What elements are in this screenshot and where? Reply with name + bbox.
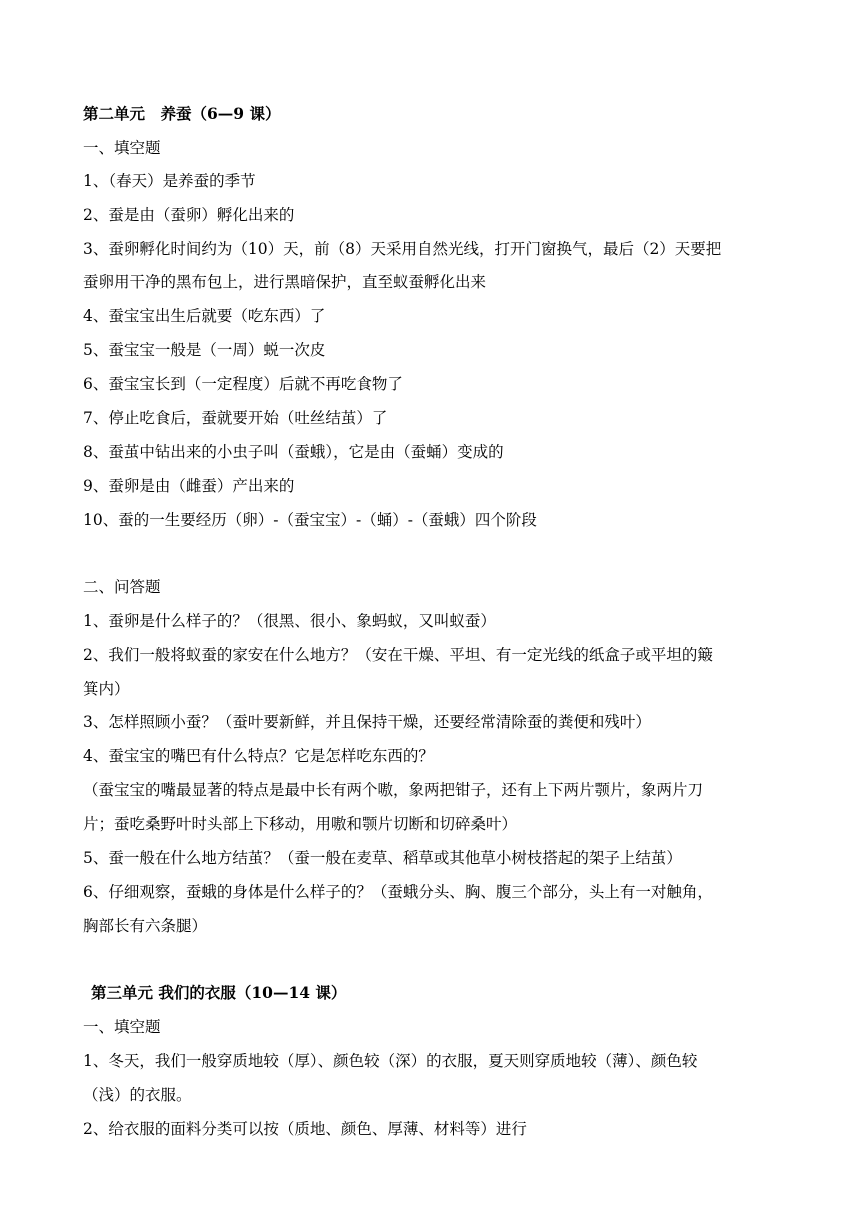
section-heading: 第二单元 养蚕（6—9 课）	[83, 104, 281, 123]
text-line: （浅）的衣服。	[83, 1086, 192, 1104]
text-line: 8、蚕茧中钻出来的小虫子叫（蚕蛾），它是由（蚕蛹）变成的	[83, 443, 504, 461]
text-line: 胸部长有六条腿）	[83, 917, 208, 935]
text-line: 6、蚕宝宝长到（一定程度）后就不再吃食物了	[83, 375, 403, 393]
text-line: 1、蚕卵是什么样子的？（很黑、很小、象蚂蚁，又叫蚁蚕）	[83, 612, 496, 630]
text-line: 9、蚕卵是由（雌蚕）产出来的	[83, 477, 295, 495]
text-line: 5、蚕一般在什么地方结茧？（蚕一般在麦草、稻草或其他草小树枝搭起的架子上结茧）	[83, 849, 682, 867]
text-line: 3、怎样照顾小蚕？（蚕叶要新鲜，并且保持干燥，还要经常清除蚕的粪便和残叶）	[83, 713, 651, 731]
text-line: 2、我们一般将蚁蚕的家安在什么地方？（安在干燥、平坦、有一定光线的纸盒子或平坦的簸	[83, 646, 713, 664]
text-line: 5、蚕宝宝一般是（一周）蜕一次皮	[83, 341, 326, 359]
text-line: 2、蚕是由（蚕卵）孵化出来的	[83, 206, 295, 224]
text-line: 4、蚕宝宝的嘴巴有什么特点？它是怎样吃东西的？	[83, 747, 434, 765]
text-line: 2、给衣服的面料分类可以按（质地、颜色、厚薄、材料等）进行	[83, 1120, 527, 1138]
text-line: 6、仔细观察，蚕蛾的身体是什么样子的？（蚕蛾分头、胸、腹三个部分，头上有一对触角，	[83, 883, 713, 901]
text-line: 蚕卵用干净的黑布包上，进行黑暗保护，直至蚁蚕孵化出来	[83, 273, 487, 291]
text-line: 4、蚕宝宝出生后就要（吃东西）了	[83, 307, 326, 325]
text-line: 箕内）	[83, 680, 130, 698]
text-line: 片；蚕吃桑野叶时头部上下移动，用嗷和颚片切断和切碎桑叶）	[83, 815, 518, 833]
text-line: 1、冬天，我们一般穿质地较（厚）、颜色较（深）的衣服，夏天则穿质地较（薄）、颜色较	[83, 1052, 698, 1070]
section-heading: 第三单元 我们的衣服（10—14 课）	[91, 983, 347, 1002]
text-line: 10、蚕的一生要经历（卵）-（蚕宝宝）-（蛹）-（蚕蛾）四个阶段	[83, 511, 537, 529]
text-line: （蚕宝宝的嘴最显著的特点是最中长有两个嗷，象两把钳子，还有上下两片颚片，象两片刀	[83, 781, 704, 799]
subsection-title: 一、填空题	[83, 139, 161, 157]
subsection-title: 二、问答题	[83, 578, 161, 596]
text-line: 3、蚕卵孵化时间约为（10）天，前（8）天采用自然光线，打开门窗换气，最后（2）天要把	[83, 240, 722, 258]
text-line: 7、停止吃食后，蚕就要开始（吐丝结茧）了	[83, 409, 388, 427]
subsection-title: 一、填空题	[83, 1018, 161, 1036]
text-line: 1、（春天）是养蚕的季节	[83, 172, 256, 190]
